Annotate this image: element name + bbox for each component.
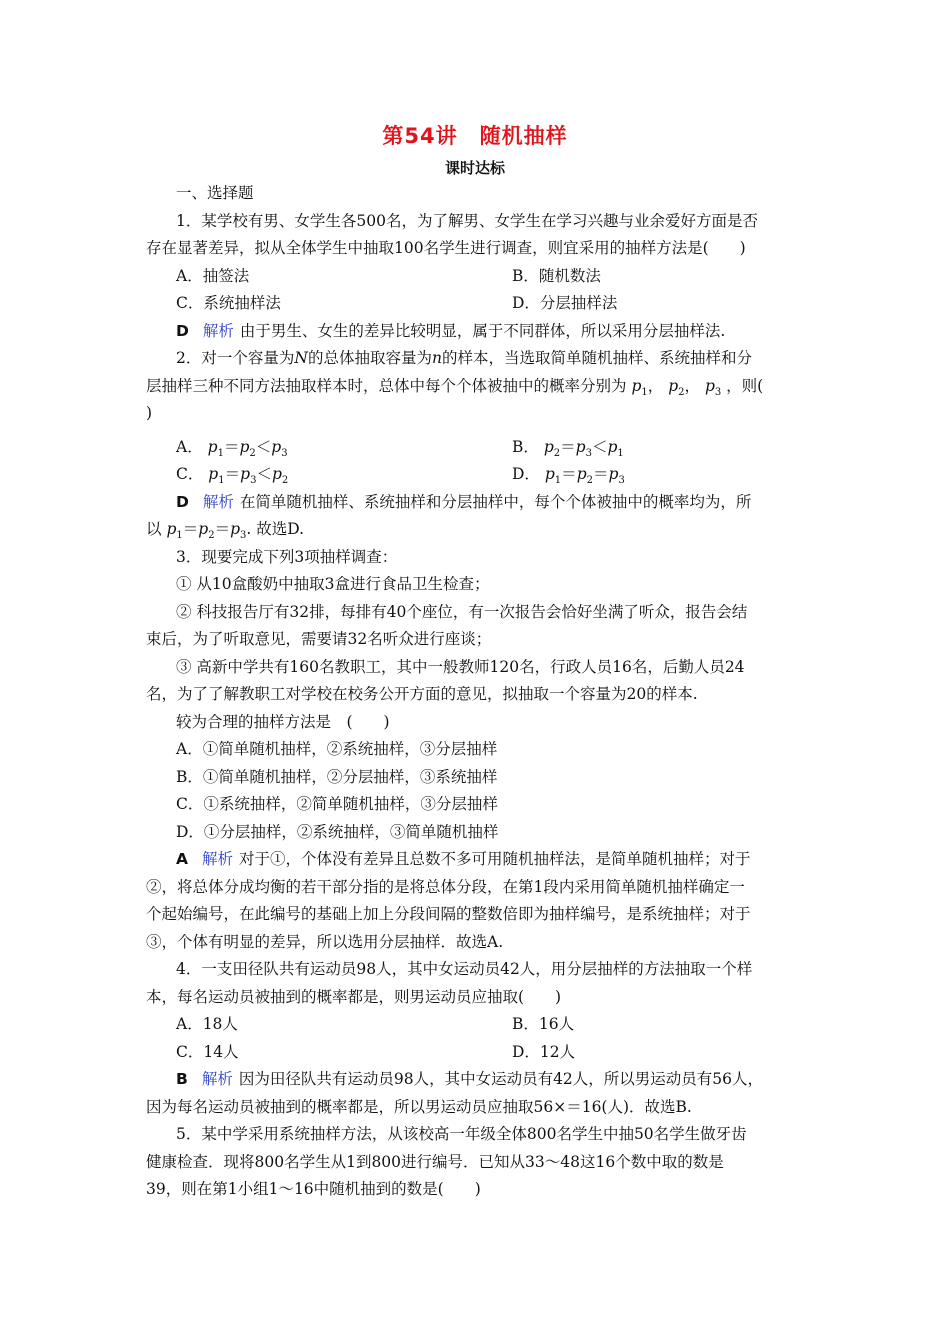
document-body xyxy=(146,180,810,1204)
answer-letter: D xyxy=(176,321,189,340)
page-subtitle: 课时达标 xyxy=(444,159,505,177)
option-a: A． $p_1=p_2<p_3$ xyxy=(176,437,288,459)
analysis-text: 因为每名运动员被抽到的概率都是，所以男运动员应抽取56×＝16(人)．故选B. xyxy=(146,1097,692,1116)
question-text: 39，则在第1小组1～16中随机抽到的数是( ) xyxy=(146,1180,481,1198)
option-row xyxy=(146,263,810,291)
option-c: C．系统抽样法 xyxy=(176,294,281,312)
question-text: 束后，为了听取意见，需要请32名听众进行座谈； xyxy=(146,630,492,648)
option-c: C．14人 xyxy=(176,1042,239,1061)
option-row xyxy=(146,1011,810,1039)
option-row xyxy=(146,434,810,462)
answer-analysis xyxy=(146,846,810,874)
answer-analysis xyxy=(146,1066,810,1094)
analysis-text: 因为田径队共有运动员98人，其中女运动员有42人，所以男运动员有56人， xyxy=(238,1070,764,1088)
question-text: 名，为了了解教职工对学校在校务公开方面的意见，拟抽取一个容量为20的样本. xyxy=(146,685,698,703)
question-text: 本，每名运动员被抽到的概率都是，则男运动员应抽取( ) xyxy=(146,987,562,1006)
question-text: 较为合理的抽样方法是 ( ) xyxy=(176,712,390,731)
option-a: A．抽签法 xyxy=(176,266,250,285)
analysis-label: 解析 xyxy=(202,321,234,340)
option-row xyxy=(146,461,810,489)
option-d: D． $p_1=p_2=p_3$ xyxy=(512,465,625,487)
analysis-text: 对于①，个体没有差异且总数不多可用随机抽样法，是简单随机抽样；对于 xyxy=(239,850,751,868)
option-b: B．16人 xyxy=(512,1015,575,1033)
answer-analysis xyxy=(146,318,810,346)
question-text: 3．现要完成下列3项抽样调查： xyxy=(176,547,398,566)
question-text: ② 科技报告厅有32排，每排有40个座位，有一次报告会恰好坐满了听众，报告会结 xyxy=(176,602,748,621)
answer-analysis xyxy=(146,489,810,517)
question-5 xyxy=(146,1121,810,1204)
option-b: B．随机数法 xyxy=(512,266,601,285)
question-text: ③ 高新中学共有160名教职工，其中一般教师120名，行政人员16名，后勤人员24 xyxy=(176,657,745,676)
option-d: D．12人 xyxy=(512,1042,576,1061)
answer-letter: A xyxy=(176,850,188,868)
option-a: A．①简单随机抽样，②系统抽样，③分层抽样 xyxy=(176,740,498,758)
page-title: 第54讲 随机抽样 xyxy=(382,124,568,148)
option-row xyxy=(146,1039,810,1067)
option-b: B．①简单随机抽样，②分层抽样，③系统抽样 xyxy=(176,767,498,786)
answer-letter: B xyxy=(176,1070,188,1088)
question-text: 4．一支田径队共有运动员98人，其中女运动员42人，用分层抽样的方法抽取一个样 xyxy=(176,960,753,978)
option-row xyxy=(146,290,810,318)
analysis-text: ②，将总体分成均衡的若干部分指的是将总体分段，在第1段内采用简单随机抽样确定一 xyxy=(146,877,745,896)
analysis-label: 解析 xyxy=(202,850,234,868)
analysis-text: 个起始编号，在此编号的基础上加上分段间隔的整数倍即为抽样编号，是系统抽样；对于 xyxy=(146,905,751,923)
analysis-label: 解析 xyxy=(202,492,234,511)
question-text: ① 从10盒酸奶中抽取3盒进行食品卫生检查； xyxy=(176,575,490,593)
option-d: D．①分层抽样，②系统抽样，③简单随机抽样 xyxy=(176,822,499,841)
question-1 xyxy=(146,208,810,346)
option-c: C．①系统抽样，②简单随机抽样，③分层抽样 xyxy=(176,795,498,813)
answer-letter: D xyxy=(176,492,189,511)
question-2 xyxy=(146,345,810,544)
analysis-text: 由于男生、女生的差异比较明显，属于不同群体，所以采用分层抽样法. xyxy=(239,321,726,340)
question-text: 层抽样三种不同方法抽取样本时，总体中每个个体被抽中的概率分别为 $p_1$， $p_2$， $p_3$ ，则( xyxy=(146,376,764,398)
question-4 xyxy=(146,956,810,1121)
question-text: 2．对一个容量为N的总体抽取容量为n的样本，当选取简单随机抽样、系统抽样和分 xyxy=(176,349,752,367)
analysis-label: 解析 xyxy=(201,1070,233,1088)
option-b: B． $p_2=p_3<p_1$ xyxy=(512,437,624,459)
question-text: 健康检查．现将800名学生从1到800进行编号．已知从33～48这16个数中取的数是 xyxy=(146,1152,724,1171)
section-heading: 一、选择题 xyxy=(176,184,254,202)
option-a: A．18人 xyxy=(176,1015,238,1033)
question-text: 存在显著差异，拟从全体学生中抽取100名学生进行调查，则宜采用的抽样方法是( ) xyxy=(146,239,746,257)
question-3 xyxy=(146,544,810,957)
option-d: D．分层抽样法 xyxy=(512,294,618,312)
question-text: ) xyxy=(146,404,153,422)
analysis-text: ③，个体有明显的差异，所以选用分层抽样．故选A. xyxy=(146,932,504,951)
analysis-text: 以 $p_1=p_2=p_3$. 故选D. xyxy=(146,520,305,542)
question-text: 1．某学校有男、女学生各500名，为了解男、女学生在学习兴趣与业余爱好方面是否 xyxy=(176,211,758,230)
question-text: 5．某中学采用系统抽样方法，从该校高一年级全体800名学生中抽50名学生做牙齿 xyxy=(176,1125,747,1143)
analysis-text: 在简单随机抽样、系统抽样和分层抽样中，每个个体被抽中的概率均为，所 xyxy=(239,492,752,511)
option-c: C． $p_1=p_3<p_2$ xyxy=(176,465,289,487)
